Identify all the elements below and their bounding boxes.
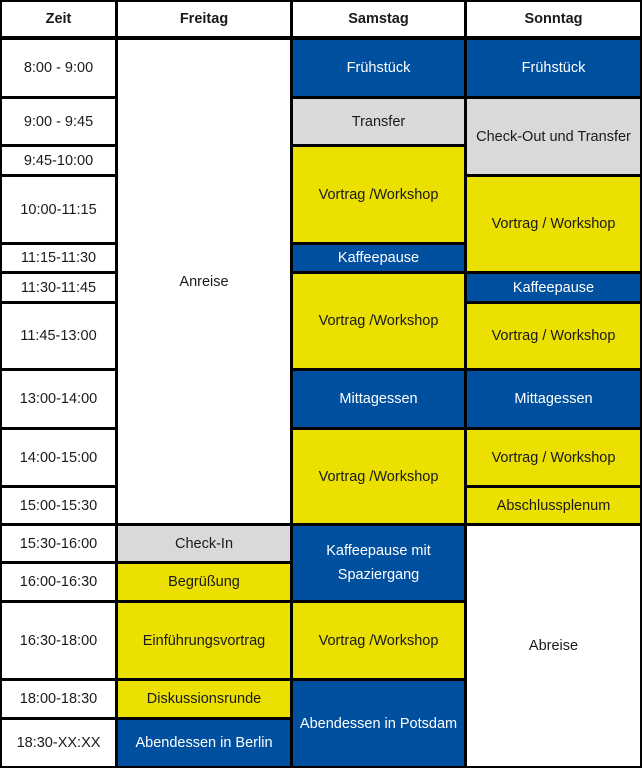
time-slot: 9:45-10:00 [2,147,115,174]
time-slot: 11:15-11:30 [2,245,115,271]
time-slot: 16:00-16:30 [2,564,115,600]
time-slot: 15:30-16:00 [2,526,115,561]
event-einfuehrungsvortrag: Einführungsvortrag [118,603,290,678]
event-vortrag-workshop: Vortrag / Workshop [467,177,640,271]
event-begruessung: Begrüßung [118,564,290,600]
time-slot: 14:00-15:00 [2,430,115,485]
event-kaffeepause: Kaffeepause [467,274,640,301]
event-kaffeepause: Kaffeepause [293,245,464,271]
event-vortrag-workshop: Vortrag /Workshop [293,147,464,242]
event-anreise: Anreise [118,40,290,523]
event-abendessen-potsdam: Abendessen in Potsdam [293,681,464,766]
event-abendessen-berlin: Abendessen in Berlin [118,720,290,766]
event-transfer: Transfer [293,99,464,144]
time-slot: 13:00-14:00 [2,371,115,427]
header-sonntag: Sonntag [467,2,640,36]
event-mittagessen: Mittagessen [293,371,464,427]
time-slot: 11:45-13:00 [2,304,115,368]
header-freitag: Freitag [118,2,290,36]
event-abschlussplenum: Abschlussplenum [467,488,640,523]
event-kaffeepause-spaziergang: Kaffeepause mit Spaziergang [293,526,464,600]
event-check-in: Check-In [118,526,290,561]
time-slot: 16:30-18:00 [2,603,115,678]
event-diskussionsrunde: Diskussionsrunde [118,681,290,717]
time-slot: 11:30-11:45 [2,274,115,301]
time-slot: 8:00 - 9:00 [2,40,115,96]
time-slot: 10:00-11:15 [2,177,115,242]
event-vortrag-workshop: Vortrag / Workshop [467,430,640,485]
time-slot: 15:00-15:30 [2,488,115,523]
time-slot: 18:30-XX:XX [2,720,115,766]
event-vortrag-workshop: Vortrag /Workshop [293,430,464,523]
event-abreise: Abreise [467,526,640,766]
event-fruehstueck: Frühstück [293,40,464,96]
time-slot: 18:00-18:30 [2,681,115,717]
event-vortrag-workshop: Vortrag /Workshop [293,603,464,678]
event-vortrag-workshop: Vortrag /Workshop [293,274,464,368]
event-fruehstueck: Frühstück [467,40,640,96]
time-slot: 9:00 - 9:45 [2,99,115,144]
event-check-out-transfer: Check-Out und Transfer [467,99,640,174]
header-samstag: Samstag [293,2,464,36]
header-zeit: Zeit [2,2,115,36]
event-vortrag-workshop: Vortrag / Workshop [467,304,640,368]
event-mittagessen: Mittagessen [467,371,640,427]
